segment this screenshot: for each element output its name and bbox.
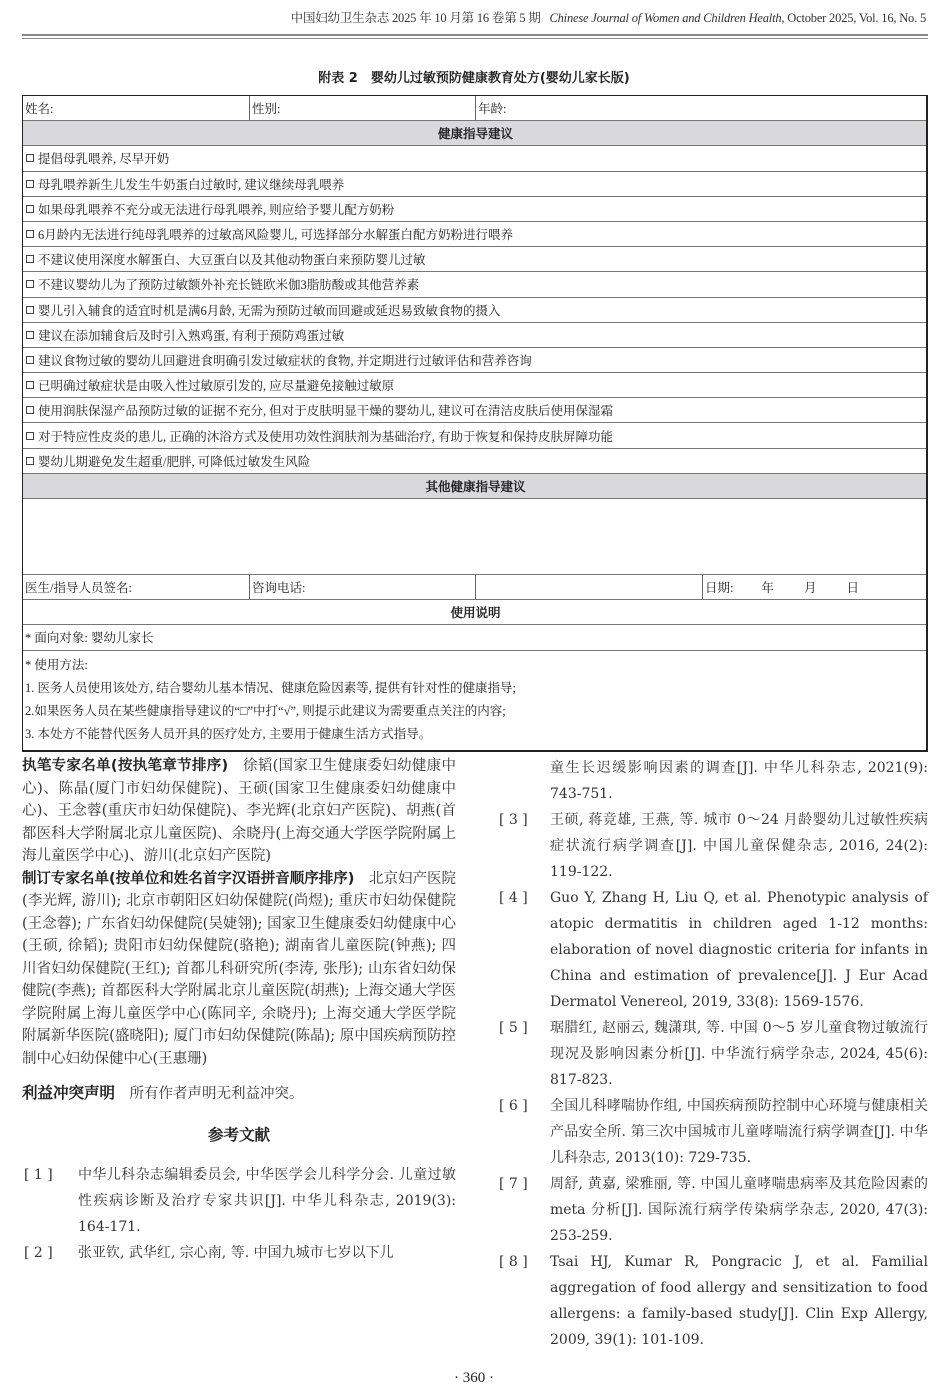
checkbox-icon[interactable] <box>26 306 34 314</box>
reference-number: [ 1 ] <box>24 1167 53 1183</box>
running-head-cn: 中国妇幼卫生杂志 2025 年 10 月第 16 卷第 5 期 <box>290 11 541 25</box>
drafters-paragraph <box>22 868 456 1071</box>
guidance-text: 不建议使用深度水解蛋白、大豆蛋白以及其他动物蛋白来预防婴儿过敏 <box>38 253 426 268</box>
guidance-item <box>23 146 926 171</box>
phone-field[interactable] <box>475 575 702 599</box>
usage-step: 1. 医务人员使用该处方, 结合婴幼儿基本情况、健康危险因素等, 提供有针对性的健康指导; <box>25 680 516 695</box>
checkbox-icon[interactable] <box>26 255 34 263</box>
section-title: 其他健康指导建议 <box>23 474 926 498</box>
reference-number: [ 6 ] <box>499 1098 528 1114</box>
usage-step: 2.如果医务人员在某些健康指导建议的“□”中打“√”, 则提示此建议为需要重点关注的内容; <box>25 703 506 718</box>
guidance-item <box>23 373 926 398</box>
checkbox-icon[interactable] <box>26 154 34 162</box>
reference-item <box>494 1015 928 1093</box>
right-column <box>494 755 928 1353</box>
reference-item <box>494 1093 928 1171</box>
guidance-item <box>23 172 926 197</box>
reference-item <box>494 807 928 885</box>
guidance-text: 使用润肤保湿产品预防过敏的证据不充分, 但对于皮肤明显干燥的婴幼儿, 建议可在清洁皮肤后使用保湿霜 <box>38 404 614 419</box>
date-field[interactable] <box>702 575 926 599</box>
guidance-item <box>23 222 926 247</box>
section-header-other <box>23 474 926 499</box>
reference-number: [ 2 ] <box>24 1245 53 1261</box>
reference-text: 中华儿科杂志编辑委员会, 中华医学会儿科学分会. 儿童过敏性疾病诊断及治疗专家共识[J]. 中华儿科杂志, 2019(3): 164-171. <box>78 1167 456 1235</box>
reference-number: [ 4 ] <box>499 890 528 906</box>
guidance-text: 建议在添加辅食后及时引入熟鸡蛋, 有利于预防鸡蛋过敏 <box>38 328 345 343</box>
running-head <box>291 8 926 26</box>
coi-label: 利益冲突声明 <box>22 1084 116 1102</box>
running-head-issue: , October 2025, Vol. 16, No. 5 <box>781 11 926 25</box>
reference-item <box>22 1162 456 1240</box>
guidance-item <box>23 449 926 474</box>
date-year: 年 <box>761 581 774 596</box>
reference-number: [ 5 ] <box>499 1020 528 1036</box>
conflict-of-interest <box>22 1082 456 1106</box>
guidance-item <box>23 247 926 272</box>
header-rule <box>22 34 928 39</box>
reference-continuation: 童生长迟缓影响因素的调查[J]. 中华儿科杂志, 2021(9): 743-751. <box>550 760 928 802</box>
reference-item <box>494 1249 928 1353</box>
phone-label: 咨询电话: <box>249 575 475 599</box>
checkbox-icon[interactable] <box>26 180 34 188</box>
other-guidance-input[interactable] <box>23 499 926 575</box>
section-header-usage <box>23 600 926 625</box>
reference-text: 张亚钦, 武华红, 宗心南, 等. 中国九城市七岁以下儿 <box>78 1245 394 1261</box>
checkbox-icon[interactable] <box>26 457 34 465</box>
signature-row <box>23 575 926 600</box>
guidance-text: 如果母乳喂养不充分或无法进行母乳喂养, 则应给予婴儿配方奶粉 <box>38 202 395 217</box>
guidance-text: 不建议婴幼儿为了预防过敏额外补充长链欧米伽3脂肪酸或其他营养素 <box>38 278 420 293</box>
table-caption: 附表 2 婴幼儿过敏预防健康教育处方(婴幼儿家长版) <box>318 71 630 86</box>
left-column <box>22 755 456 1266</box>
checkbox-icon[interactable] <box>26 331 34 339</box>
patient-info-row <box>23 96 926 121</box>
checkbox-icon[interactable] <box>26 406 34 414</box>
guidance-item <box>23 423 926 448</box>
guidance-text: 婴幼儿期避免发生超重/肥胖, 可降低过敏发生风险 <box>38 454 311 469</box>
section-title: 使用说明 <box>23 600 926 624</box>
guidance-text: 提倡母乳喂养, 尽早开奶 <box>38 152 170 167</box>
section-title: 健康指导建议 <box>23 121 926 145</box>
reference-text: Guo Y, Zhang H, Liu Q, et al. Phenotypic analysis of atopic dermatitis in children aged 1-12 months: elaboration of novel diagnostic criteria for infants in China and estimation of prevalence[J]. J Eur Acad Dermatol Venereol, 2019, 33(8): 1569-1576. <box>550 890 928 1010</box>
guidance-text: 建议食物过敏的婴幼儿回避进食明确引发过敏症状的食物, 并定期进行过敏评估和营养咨询 <box>38 353 532 368</box>
writers-text: 徐韬(国家卫生健康委妇幼健康中心)、陈晶(厦门市妇幼保健院)、王硕(国家卫生健康委妇幼健康中心)、王念蓉(重庆市妇幼保健院)、李光辉(北京妇产医院)、胡燕(首都医科大学附属北京儿童医院)、余晓丹(上海交通大学医学院附属上海儿童医学中心)、游川(北京妇产医院) <box>22 758 456 864</box>
date-label: 日期: <box>705 581 734 596</box>
prescription-table <box>22 95 928 752</box>
writers-label: 执笔专家名单(按执笔章节排序) <box>22 758 229 774</box>
guidance-item <box>23 298 926 323</box>
guidance-text: 6月龄内无法进行纯母乳喂养的过敏高风险婴儿, 可选择部分水解蛋白配方奶粉进行喂养 <box>38 228 514 243</box>
usage-instructions <box>23 651 926 750</box>
reference-text: 王硕, 蒋竞雄, 王燕, 等. 城市 0～24 月龄婴幼儿过敏性疾病症状流行病学调查[J]. 中国儿童保健杂志, 2016, 24(2): 119-122. <box>550 812 928 880</box>
running-head-journal: Chinese Journal of Women and Children Health <box>549 11 782 25</box>
writers-paragraph <box>22 755 456 868</box>
reference-text: 琚腊红, 赵丽云, 魏潇琪, 等. 中国 0～5 岁儿童食物过敏流行现况及影响因素分析[J]. 中华流行病学杂志, 2024, 45(6): 817-823. <box>550 1020 928 1088</box>
usage-step: 3. 本处方不能替代医务人员开具的医疗处方, 主要用于健康生活方式指导。 <box>25 726 432 741</box>
checkbox-icon[interactable] <box>26 356 34 364</box>
guidance-text: 已明确过敏症状是由吸入性过敏原引发的, 应尽量避免接触过敏原 <box>38 379 395 394</box>
guidance-item <box>23 398 926 423</box>
date-day: 日 <box>846 581 860 596</box>
reference-number: [ 3 ] <box>499 812 528 828</box>
guidance-text: 婴儿引入辅食的适宜时机是满6月龄, 无需为预防过敏而回避或延迟易致敏食物的摄入 <box>38 303 501 318</box>
date-month: 月 <box>804 581 817 596</box>
guidance-text: 母乳喂养新生儿发生牛奶蛋白过敏时, 建议继续母乳喂养 <box>38 177 345 192</box>
reference-item <box>22 1240 456 1266</box>
page-number: · 360 · <box>454 1370 494 1386</box>
name-field[interactable]: 姓名: <box>25 102 54 117</box>
drafters-label: 制订专家名单(按单位和姓名首字汉语拼音顺序排序) <box>22 870 355 887</box>
reference-item <box>494 885 928 1015</box>
target-audience: * 面向对象: 婴幼儿家长 <box>23 625 926 650</box>
checkbox-icon[interactable] <box>26 230 34 238</box>
coi-text: 所有作者声明无利益冲突。 <box>129 1086 304 1102</box>
reference-item <box>494 1171 928 1249</box>
doctor-signature-field[interactable]: 医生/指导人员签名: <box>25 581 132 596</box>
age-field[interactable]: 年龄: <box>475 96 926 120</box>
guidance-text: 对于特应性皮炎的患儿, 正确的沐浴方式及使用功效性润肤剂为基础治疗, 有助于恢复和保持皮肤屏障功能 <box>38 429 614 444</box>
checkbox-icon[interactable] <box>26 432 34 440</box>
section-header-guidance <box>23 121 926 146</box>
reference-text: Tsai HJ, Kumar R, Pongracic J, et al. Familial aggregation of food allergy and sensitization to food allergens: a family-based study[J]. Clin Exp Allergy, 2009, 39(1): 101-109. <box>550 1254 928 1348</box>
guidance-item <box>23 348 926 373</box>
references-title: 参考文献 <box>207 1125 270 1144</box>
reference-number: [ 8 ] <box>499 1254 528 1270</box>
guidance-item <box>23 323 926 348</box>
reference-number: [ 7 ] <box>499 1176 528 1192</box>
checkbox-icon[interactable] <box>26 381 34 389</box>
drafters-text: 北京妇产医院(李光辉, 游川); 北京市朝阳区妇幼保健院(尚煜); 重庆市妇幼保健院(王念蓉); 广东省妇幼保健院(吴婕翎); 国家卫生健康委妇幼健康中心(王硕, 徐韬); 贵阳市妇幼保健院(骆艳); 湖南省儿童医院(钟燕); 四川省妇幼保健院(王红); 首都儿科研究所(李涛, 张彤); 山东省妇幼保健院(李燕); 首都医科大学附属北京儿童医院(胡燕); 上海交通大学医学院附属上海儿童医学中心(陈同辛, 余晓丹); 上海交通大学医学院附属新华医院(盛晓阳); 厦门市妇幼保健院(陈晶); 原中国疾病预防控制中心妇幼保健中心(王惠珊) <box>22 870 457 1067</box>
reference-text: 全国儿科哮喘协作组, 中国疾病预防控制中心环境与健康相关产品安全所. 第三次中国城市儿童哮喘流行病学调查[J]. 中华儿科杂志, 2013(10): 729-735. <box>550 1098 928 1166</box>
reference-text: 周舒, 黄嘉, 梁雅丽, 等. 中国儿童哮喘患病率及其危险因素的 meta 分析[J]. 国际流行病学传染病学杂志, 2020, 47(3): 253-259. <box>550 1176 928 1244</box>
checkbox-icon[interactable] <box>26 205 34 213</box>
usage-method-label: * 使用方法: <box>25 657 88 672</box>
guidance-item <box>23 197 926 222</box>
sex-field[interactable]: 性别: <box>249 96 475 120</box>
guidance-item <box>23 272 926 297</box>
checkbox-icon[interactable] <box>26 280 34 288</box>
